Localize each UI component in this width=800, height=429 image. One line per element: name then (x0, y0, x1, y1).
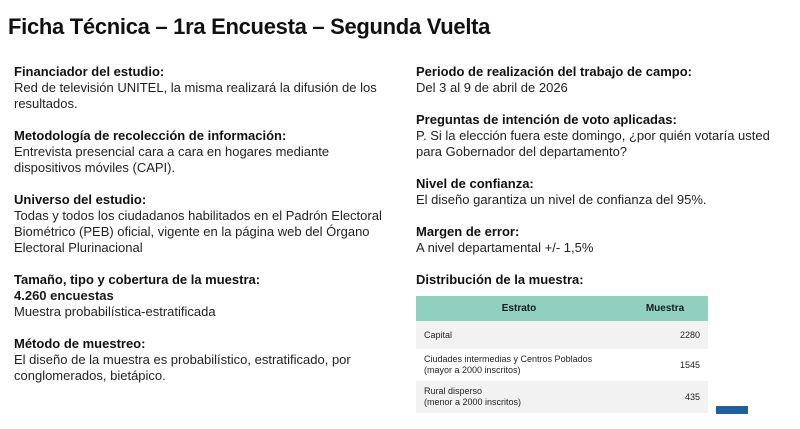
estrato-name: Ciudades intermedias y Centros Poblados (424, 354, 593, 364)
left-column (14, 64, 394, 400)
confianza-label: Nivel de confianza: (416, 176, 534, 191)
tamano-count: 4.260 encuestas (14, 288, 114, 303)
right-column (416, 64, 786, 429)
confianza-text: El diseño garantiza un nivel de confianza del 95%. (416, 192, 707, 207)
distribucion-table (416, 296, 708, 413)
margen-text: A nivel departamental +/- 1,5% (416, 240, 594, 255)
periodo-label: Periodo de realización del trabajo de campo: (416, 64, 692, 79)
muestra-cell: 435 (622, 381, 708, 413)
tamano-label: Tamaño, tipo y cobertura de la muestra: (14, 272, 261, 287)
header-estrato: Estrato (416, 296, 622, 321)
financiador-text: Red de televisión UNITEL, la misma realizará la difusión de los resultados. (14, 80, 377, 111)
preguntas-text: P. Si la elección fuera este domingo, ¿por quién votaría usted para Gobernador del departamento? (416, 128, 770, 159)
financiador-label: Financiador del estudio: (14, 64, 165, 79)
universo-text: Todas y todos los ciudadanos habilitados en el Padrón Electoral Biométrico (PEB) oficial, vigente en la página web del Órgano Electoral Plurinacional (14, 208, 382, 255)
financiador-section (14, 64, 394, 112)
metodo-section (14, 336, 394, 384)
periodo-section (416, 64, 786, 96)
estrato-cell (416, 381, 622, 413)
distribucion-section (416, 272, 786, 413)
header-muestra: Muestra (622, 296, 708, 321)
margen-label: Margen de error: (416, 224, 520, 239)
metodo-label: Método de muestreo: (14, 336, 146, 351)
confianza-section (416, 176, 786, 208)
muestra-cell: 2280 (622, 321, 708, 349)
preguntas-section (416, 112, 786, 160)
table-row (416, 321, 708, 349)
muestra-cell: 1545 (622, 349, 708, 381)
metodo-text: El diseño de la muestra es probabilístico, estratificado, por conglomerados, bietápico. (14, 352, 351, 383)
corner-accent (716, 406, 748, 414)
margen-section (416, 224, 786, 256)
preguntas-label: Preguntas de intención de voto aplicadas: (416, 112, 677, 127)
tamano-text: Muestra probabilística-estratificada (14, 304, 216, 319)
estrato-cell (416, 349, 622, 381)
distribucion-label: Distribución de la muestra: (416, 272, 584, 287)
estrato-cell (416, 321, 622, 349)
estrato-name: Rural disperso (424, 386, 483, 396)
table-row (416, 381, 708, 413)
metodologia-text: Entrevista presencial cara a cara en hogares mediante dispositivos móviles (CAPI). (14, 144, 330, 175)
universo-label: Universo del estudio: (14, 192, 147, 207)
page-title: Ficha Técnica – 1ra Encuesta – Segunda Vuelta (8, 14, 491, 39)
periodo-text: Del 3 al 9 de abril de 2026 (416, 80, 568, 95)
tamano-section (14, 272, 394, 320)
metodologia-label: Metodología de recolección de información: (14, 128, 287, 143)
estrato-name: Capital (424, 329, 453, 340)
estrato-note: (mayor a 2000 inscritos) (424, 365, 521, 375)
universo-section (14, 192, 394, 256)
metodologia-section (14, 128, 394, 176)
table-row (416, 349, 708, 381)
estrato-note: (menor a 2000 inscritos) (424, 397, 522, 407)
table-header-row (416, 296, 708, 321)
